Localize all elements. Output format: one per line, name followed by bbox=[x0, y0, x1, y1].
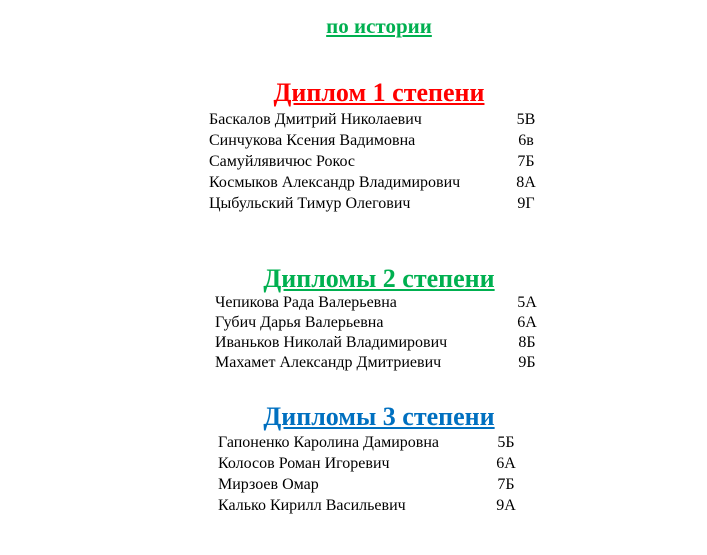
student-grade: 5В bbox=[516, 111, 536, 128]
student-name: Космыков Александр Владимирович bbox=[209, 174, 461, 191]
list-item bbox=[0, 172, 707, 193]
student-grade: 5А bbox=[517, 294, 537, 311]
student-name: Синчукова Ксения Вадимовна bbox=[209, 132, 416, 149]
list-item bbox=[0, 312, 707, 333]
student-name: Мирзоев Омар bbox=[218, 476, 319, 493]
student-name: Чепикова Рада Валерьевна bbox=[215, 294, 397, 311]
section-heading-diploma-1: Диплом 1 степени bbox=[273, 78, 485, 107]
student-grade: 8Б bbox=[518, 334, 536, 351]
student-name: Самуйлявичюс Рокос bbox=[209, 153, 355, 170]
student-name: Баскалов Дмитрий Николаевич bbox=[209, 111, 422, 128]
section-heading-diploma-2: Дипломы 2 степени bbox=[263, 264, 495, 293]
student-grade: 6А bbox=[496, 455, 516, 472]
list-item bbox=[0, 193, 707, 214]
section-heading-diploma-3: Дипломы 3 степени bbox=[263, 402, 495, 431]
student-name: Махамет Александр Дмитриевич bbox=[215, 354, 442, 371]
list-item bbox=[0, 474, 707, 495]
list-item bbox=[0, 495, 707, 516]
list-item bbox=[0, 453, 707, 474]
list-item bbox=[0, 352, 707, 373]
student-name: Цыбульский Тимур Олегович bbox=[209, 195, 411, 212]
list-item bbox=[0, 109, 707, 130]
student-grade: 9А bbox=[496, 497, 516, 514]
student-name: Иваньков Николай Владимирович bbox=[215, 334, 448, 351]
list-item bbox=[0, 151, 707, 172]
student-name: Губич Дарья Валерьевна bbox=[215, 314, 384, 331]
student-name: Калько Кирилл Васильевич bbox=[218, 497, 406, 514]
student-grade: 5Б bbox=[497, 434, 515, 451]
student-grade: 9Г bbox=[517, 195, 535, 212]
subject-title: по истории bbox=[326, 14, 432, 38]
student-grade: 6в bbox=[518, 132, 534, 149]
student-grade: 8А bbox=[516, 174, 536, 191]
student-name: Колосов Роман Игоревич bbox=[218, 455, 390, 472]
student-grade: 6А bbox=[517, 314, 537, 331]
list-item bbox=[0, 292, 707, 313]
student-grade: 7Б bbox=[497, 476, 515, 493]
list-item bbox=[0, 130, 707, 151]
student-grade: 9Б bbox=[518, 354, 536, 371]
student-grade: 7Б bbox=[517, 153, 535, 170]
student-name: Гапоненко Каролина Дамировна bbox=[218, 434, 439, 451]
list-item bbox=[0, 432, 707, 453]
list-item bbox=[0, 332, 707, 353]
